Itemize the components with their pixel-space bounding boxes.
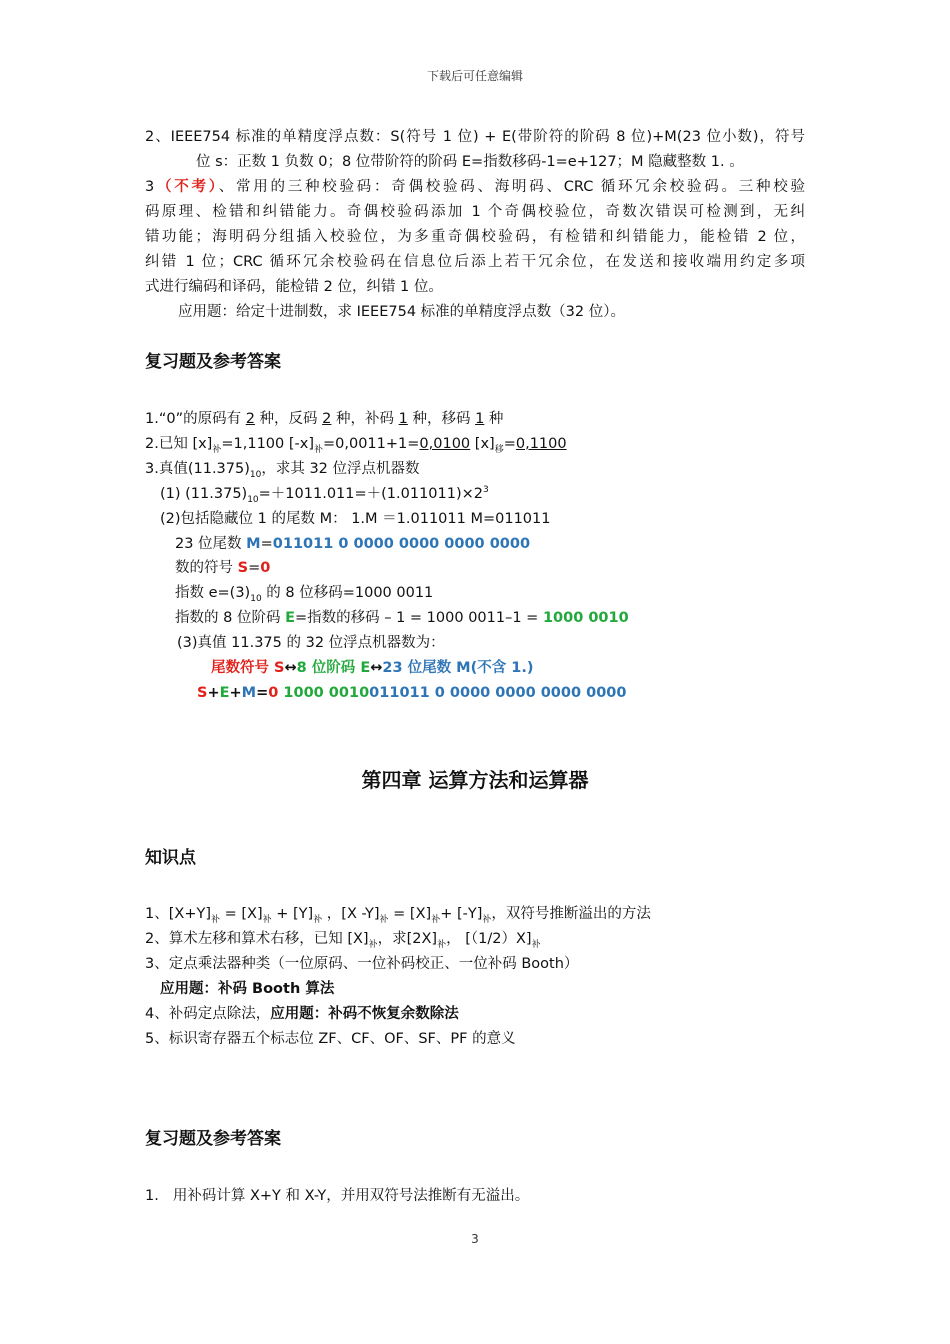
review-title-1: 复习题及参考答案: [145, 352, 281, 372]
paragraph-3-line-5: 式进行编码和译码，能检错 2 位，纠错 1 位。: [145, 279, 443, 295]
knowledge-item-2: 2、算术左移和算术右移，已知 $[X]_补$，求$[2X]_补$， $[(1/2)X]_补$: [145, 931, 541, 950]
paragraph-2-line-1: 2、IEEE754 标准的单精度浮点数：S(符号 1 位) + E(带阶符的阶码 8 位)+M(23 位小数)，符号: [145, 129, 805, 145]
review1-step-6: 指数的 8 位阶码 E=指数的移码 – 1 = 1000 0011–1 = 1000 0010: [175, 610, 629, 626]
review1-step-2: (2)包括隐藏位 1 的尾数 M： 1.M ＝1.011011 M=011011: [160, 511, 551, 527]
knowledge-item-4: 4、补码定点除法，应用题：补码不恢复余数除法: [145, 1006, 459, 1022]
page-number: 3: [471, 1232, 479, 1246]
chapter-title: 第四章 运算方法和运算器: [361, 768, 589, 792]
knowledge-title: 知识点: [145, 848, 196, 868]
review1-step-5: 指数 $e=(3)_{10}$ 的 8 位移码=1000 0011: [175, 585, 434, 604]
paragraph-3-text: 、常用的三种校验码：奇偶校验码、海明码、CRC 循环冗余校验码。三种校验: [218, 179, 805, 195]
knowledge-item-3: 3、定点乘法器种类（一位原码、一位补码校正、一位补码 Booth）: [145, 956, 579, 972]
review1-step-7: (3)真值 11.375 的 32 位浮点机器数为：: [177, 635, 445, 651]
review1-step-1: (1) $(11.375)_{10}=+1011.011=+(1.011011)\times 2^3$: [160, 485, 489, 505]
review2-q1-text: 用补码计算 X+Y 和 X-Y，并用双符号法推断有无溢出。: [172, 1188, 530, 1204]
review1-step-3: 23 位尾数 M=011011 0 0000 0000 0000 0000: [175, 536, 531, 552]
review1-q2: 2.已知 $[x]_补=1,1100$ $[-x]_补=0,0011+1=0,0100$ $[x]_移=0,1100$: [145, 436, 567, 455]
review-title-2: 复习题及参考答案: [145, 1129, 281, 1149]
paragraph-3-line-2: 码原理、检错和纠错能力。奇偶校验码添加 1 个奇偶校验位，奇数次错误可检测到，无纠: [145, 204, 805, 220]
paragraph-2-line-2: 位 s：正数 1 负数 0；8 位带阶符的阶码 E=指数移码-1=e+127；M 隐藏整数 1. 。: [196, 154, 744, 170]
paragraph-3-line-3: 错功能；海明码分组插入校验位，为多重奇偶校验码，有检错和纠错能力，能检错 2 位，: [145, 229, 805, 245]
review1-q1: 1.“0”的原码有 2 种，反码 2 种，补码 1 种，移码 1 种: [145, 411, 504, 427]
review1-result-line: S+E+M=0 1000 0010011011 0 0000 0000 0000 0000: [197, 685, 627, 701]
paragraph-3-line-4: 纠错 1 位；CRC 循环冗余校验码在信息位后添上若干冗余位，在发送和接收端用约定多项: [145, 254, 805, 270]
page-header: 下载后可任意编辑: [426, 69, 523, 83]
review1-step-4: 数的符号 S=0: [175, 560, 271, 576]
review1-format-line: 尾数符号 S↔8 位阶码 E↔23 位尾数 M(不含 1.): [211, 660, 534, 676]
review2-q1-number: 1.: [145, 1188, 159, 1204]
paragraph-3-number: 3: [145, 179, 155, 195]
review2-q1: [145, 1186, 529, 1206]
paragraph-3-line-1: [145, 177, 805, 197]
knowledge-item-1: 1、$[X+Y]_补 = [X]_补 + [Y]_补$ ，[X $-Y]_补 = [X]_补+ [-Y]_补$，双符号推断溢出的方法: [145, 906, 651, 925]
review1-q3: 3.真值$(11.375)_{10}$，求其 32 位浮点机器数: [145, 461, 420, 480]
not-tested-tag: （不考）: [154, 179, 219, 195]
knowledge-item-5: 5、标识寄存器五个标志位 ZF、CF、OF、SF、PF 的意义: [145, 1031, 516, 1047]
knowledge-item-3-application: 应用题：补码 Booth 算法: [160, 981, 335, 997]
application-note: 应用题：给定十进制数，求 IEEE754 标准的单精度浮点数（32 位）。: [178, 304, 625, 320]
